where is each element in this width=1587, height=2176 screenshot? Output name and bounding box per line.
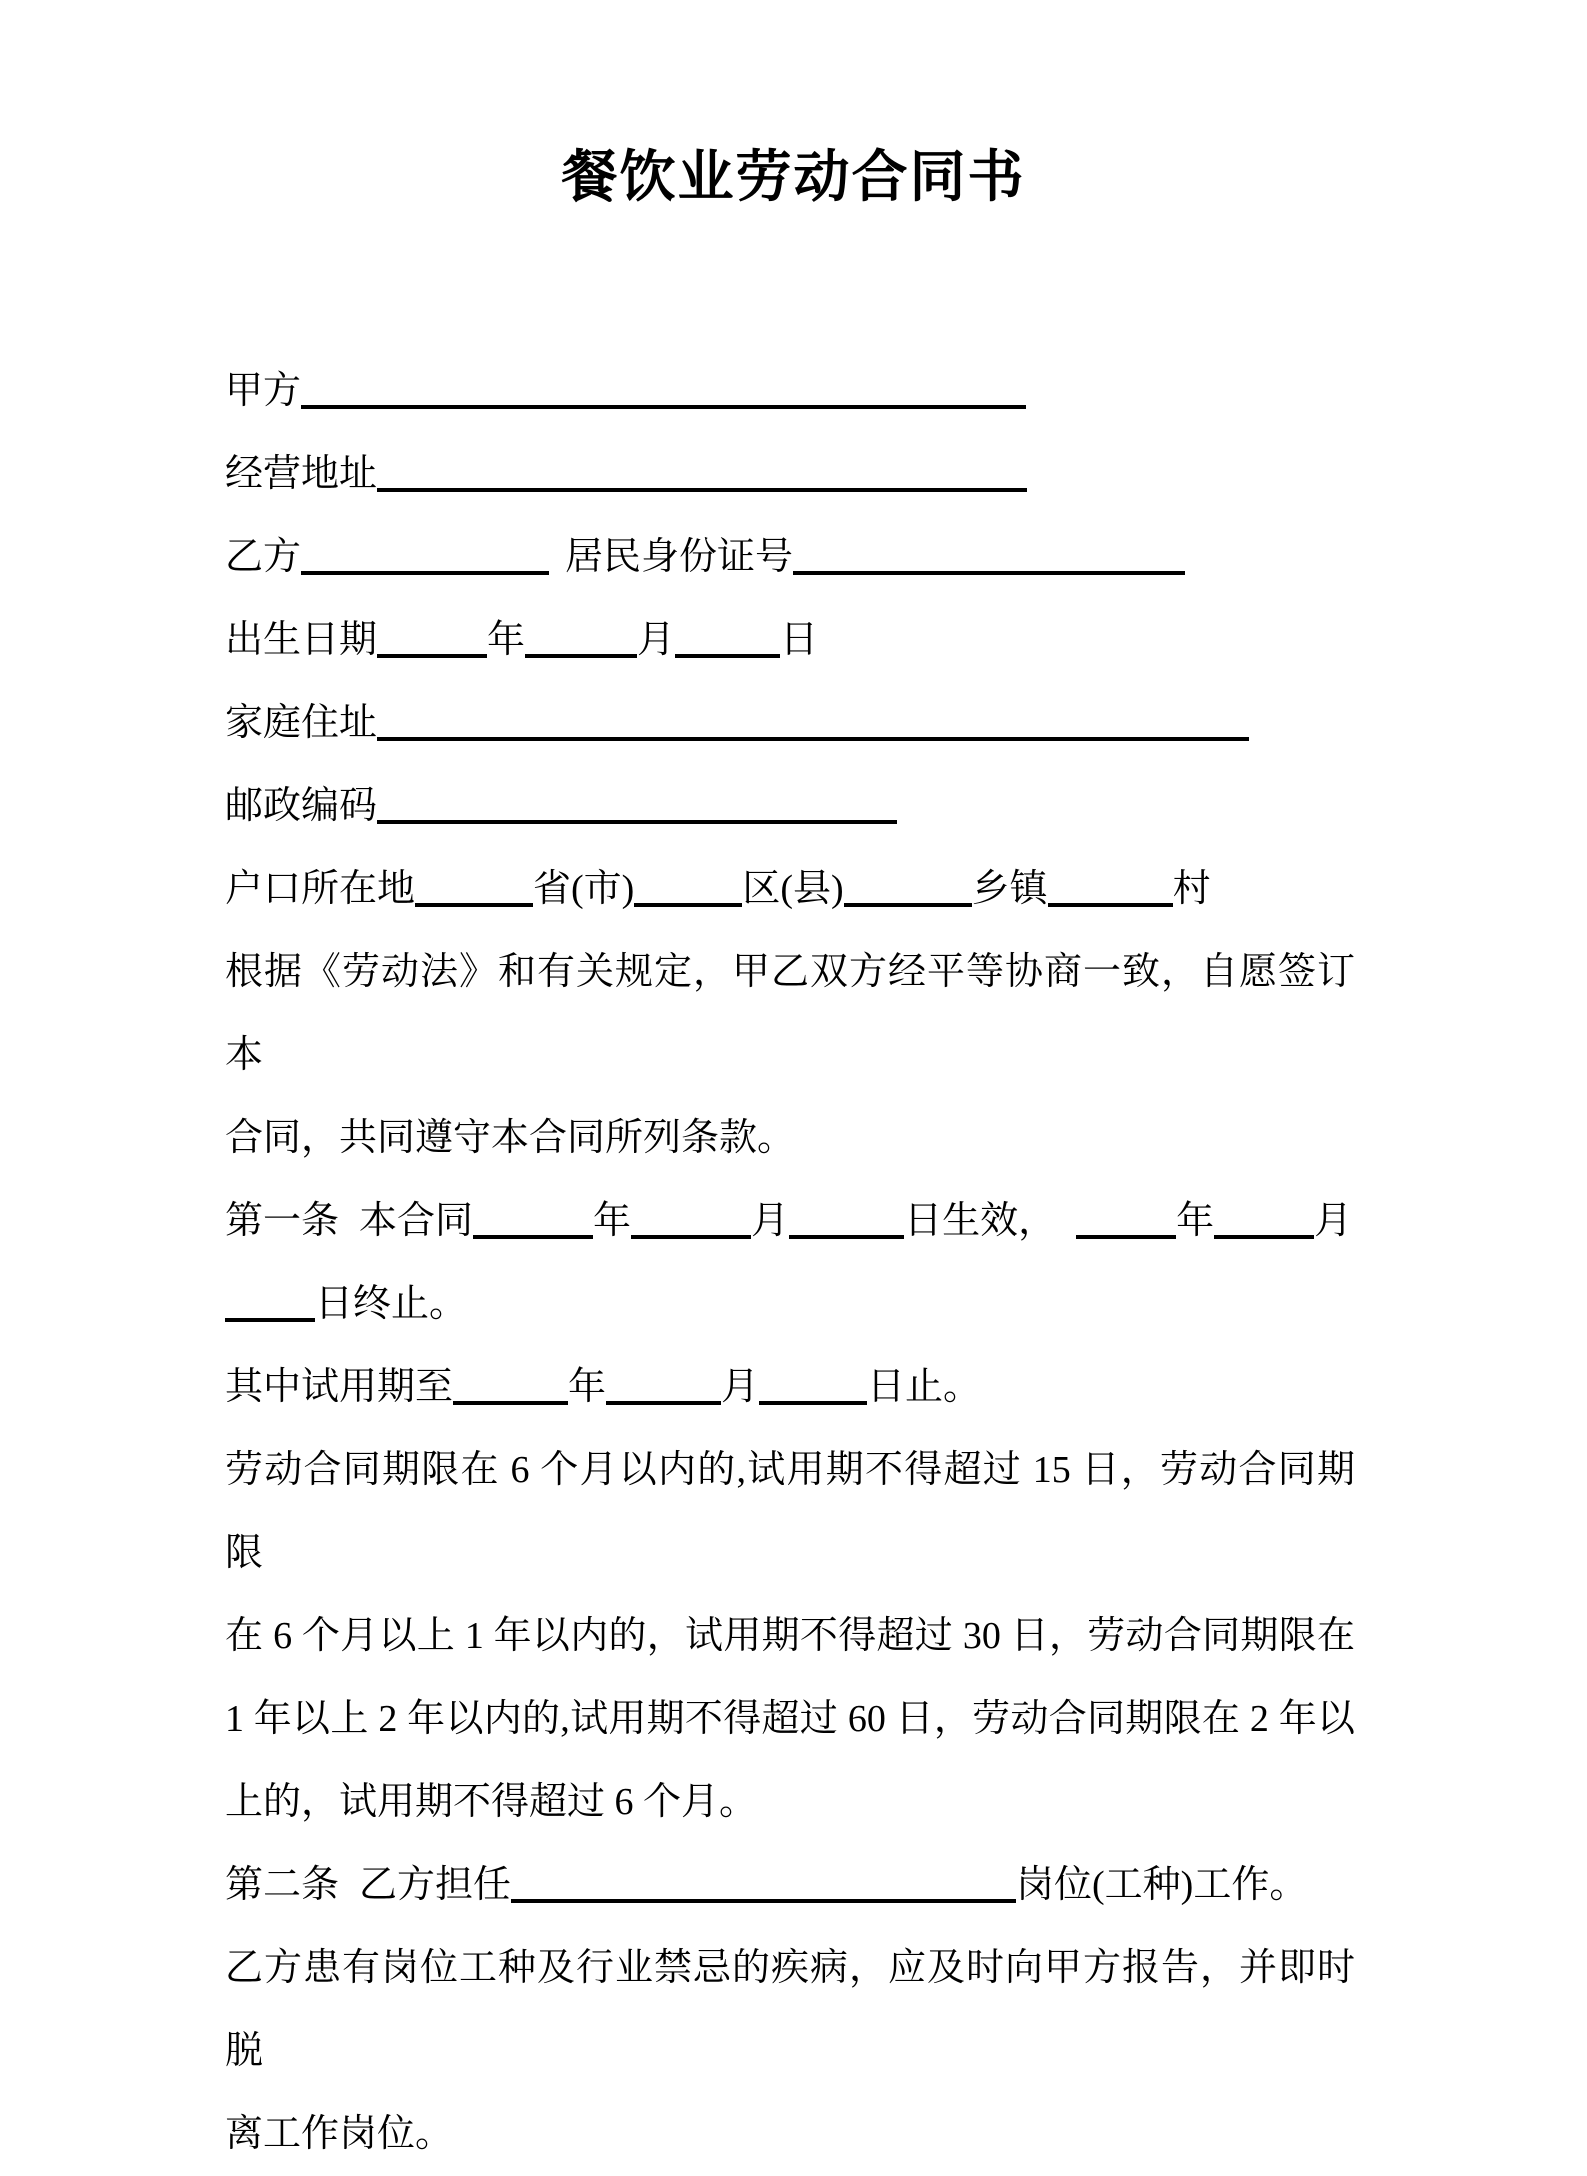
day-label: 日 (780, 619, 819, 661)
effective-month-blank[interactable] (631, 1193, 751, 1239)
business-address-label: 经营地址 (225, 453, 378, 495)
month-label: 月 (1314, 1200, 1353, 1242)
preamble-line-1: 根据《劳动法》和有关规定，甲乙双方经平等协商一致，自愿签订本 (225, 951, 1355, 1076)
postal-code-blank[interactable] (377, 778, 897, 824)
year-label: 年 (568, 1366, 607, 1408)
document-body (225, 350, 1355, 2176)
month-label: 月 (751, 1200, 790, 1242)
postal-code-label: 邮政编码 (225, 785, 378, 827)
household-province-blank[interactable] (415, 861, 533, 907)
business-address-blank[interactable] (377, 446, 1027, 492)
county-label: 区(县) (742, 868, 844, 910)
year-label: 年 (1176, 1200, 1215, 1242)
birth-date-row (225, 599, 1355, 682)
article1-rule-line-4: 上的，试用期不得超过 6 个月。 (225, 1781, 758, 1823)
article1-rule-line-2: 在 6 个月以上 1 年以内的，试用期不得超过 30 日，劳动合同期限在 (225, 1615, 1355, 1657)
home-address-row (225, 682, 1355, 765)
article2-position-prefix: 乙方担任 (359, 1864, 512, 1906)
position-blank[interactable] (511, 1857, 1016, 1903)
trial-year-blank[interactable] (453, 1359, 568, 1405)
trial-month-blank[interactable] (606, 1359, 721, 1405)
article1-rule-line-3: 1 年以上 2 年以内的,试用期不得超过 60 日，劳动合同期限在 2 年以 (225, 1698, 1355, 1740)
year-label: 年 (593, 1200, 632, 1242)
birth-year-blank[interactable] (377, 612, 487, 658)
household-county-blank[interactable] (634, 861, 742, 907)
month-label: 月 (721, 1366, 760, 1408)
household-registration-row (225, 848, 1355, 931)
terminate-day-blank[interactable] (225, 1276, 315, 1322)
business-address-row (225, 433, 1355, 516)
article1-effective-text: 日生效， (904, 1200, 1057, 1242)
birth-date-label: 出生日期 (225, 619, 378, 661)
birth-month-blank[interactable] (525, 612, 637, 658)
effective-year-blank[interactable] (473, 1193, 593, 1239)
party-a-label: 甲方 (225, 370, 302, 412)
month-label: 月 (637, 619, 676, 661)
article2-heading: 第二条 (225, 1864, 340, 1906)
household-township-blank[interactable] (844, 861, 972, 907)
trial-day-blank[interactable] (759, 1359, 867, 1405)
birth-day-blank[interactable] (675, 612, 780, 658)
article2-position-suffix: 岗位(工种)工作。 (1016, 1864, 1308, 1906)
article1-terminate-row (225, 1263, 1355, 1346)
year-label: 年 (487, 619, 526, 661)
article1-rule-line-1: 劳动合同期限在 6 个月以内的,试用期不得超过 15 日，劳动合同期限 (225, 1449, 1355, 1574)
id-number-blank[interactable] (793, 529, 1185, 575)
document-title: 餐饮业劳动合同书 (561, 147, 1026, 209)
party-b-label: 乙方 (225, 536, 302, 578)
household-village-blank[interactable] (1048, 861, 1173, 907)
terminate-month-blank[interactable] (1214, 1193, 1314, 1239)
article2-disease-line-2: 离工作岗位。 (225, 2113, 454, 2155)
party-b-row (225, 516, 1355, 599)
province-label: 省(市) (533, 868, 635, 910)
home-address-label: 家庭住址 (225, 702, 378, 744)
article1-terminate-text: 日终止。 (315, 1283, 468, 1325)
trial-prefix: 其中试用期至 (225, 1366, 454, 1408)
article1-effective-row (225, 1180, 1355, 1263)
article1-contract-prefix: 本合同 (359, 1200, 474, 1242)
party-a-row (225, 350, 1355, 433)
article2-position-row (225, 1844, 1355, 1927)
township-label: 乡镇 (971, 868, 1048, 910)
home-address-blank[interactable] (377, 695, 1249, 741)
terminate-year-blank[interactable] (1076, 1193, 1176, 1239)
household-label: 户口所在地 (225, 868, 416, 910)
postal-code-row (225, 765, 1355, 848)
article1-heading: 第一条 (225, 1200, 340, 1242)
party-a-blank[interactable] (301, 363, 1026, 409)
id-number-label: 居民身份证号 (565, 536, 794, 578)
article2-disease-line-1: 乙方患有岗位工种及行业禁忌的疾病，应及时向甲方报告，并即时脱 (225, 1947, 1355, 2072)
village-label: 村 (1172, 868, 1211, 910)
party-b-blank[interactable] (301, 529, 549, 575)
trial-period-row (225, 1346, 1355, 1429)
trial-end-text: 日止。 (867, 1366, 982, 1408)
effective-day-blank[interactable] (789, 1193, 904, 1239)
preamble-line-2: 合同，共同遵守本合同所列条款。 (225, 1117, 796, 1159)
